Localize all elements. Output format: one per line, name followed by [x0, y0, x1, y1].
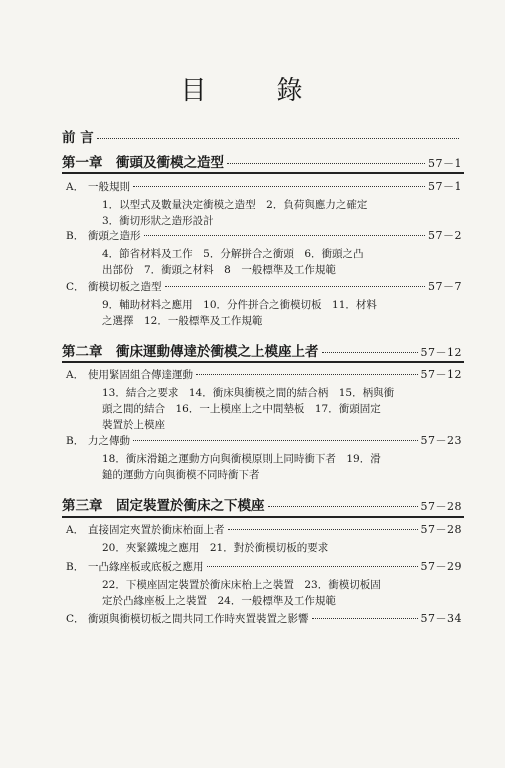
subtopic-line: 18．衝床滑鎚之運動方向與衝模原則上同時衝下者 19．滑: [102, 453, 381, 465]
section-title-wrap: [66, 279, 162, 294]
section-page: 57－23: [420, 434, 462, 447]
chapter-page: 57－28: [420, 500, 462, 513]
chapter-title: 第二章 衝床運動傳達於衝模之上模座上者: [62, 344, 319, 360]
dot-leader: [227, 163, 425, 164]
section-page: 57－28: [420, 523, 462, 536]
dot-leader: [133, 186, 425, 187]
section-title: 直接固定夾置於衝床枱面上者: [88, 524, 225, 536]
section-page: 57－29: [420, 560, 462, 573]
dot-leader: [196, 374, 418, 375]
section-title: 衝頭與衝模切板之間共同工作時夾置裝置之影響: [88, 613, 309, 625]
subtopic-line: 裝置於上模座: [102, 419, 165, 431]
subtopic-line: 20．夾緊鐵塊之應用 21．對於衝模切板的要求: [102, 542, 329, 554]
section-letter: B．: [66, 230, 85, 242]
section-letter: A．: [66, 181, 85, 193]
subtopic-line: 3．衝切形狀之造形設計: [102, 215, 214, 227]
section-letter: A．: [66, 369, 85, 381]
subtopic-line: 13．結合之要求 14．衝床與衝模之間的結合柄 15．柄與衝: [102, 387, 395, 399]
preface-label: 前 言: [62, 130, 94, 146]
chapter-heading: [62, 151, 462, 171]
section-title-wrap: [66, 559, 204, 574]
dot-leader: [144, 235, 426, 236]
dot-leader: [165, 286, 426, 287]
section-letter: C．: [66, 613, 85, 625]
page-title: 目 錄: [180, 76, 325, 106]
chapter-title: 第三章 固定裝置於衝床之下模座: [62, 498, 265, 514]
section-letter: A．: [66, 524, 85, 536]
subtopic-line: 22．下模座固定裝置於衝床床枱上之裝置 23．衝模切板固: [102, 579, 381, 591]
subtopic-line: 之選擇 12．一般標準及工作規範: [102, 315, 263, 327]
section-letter: C．: [66, 281, 85, 293]
section-page: 57－12: [420, 368, 462, 381]
section-title: 一凸緣座板或底板之應用: [88, 561, 204, 573]
section-title: 使用緊固組合傳達運動: [88, 369, 193, 381]
section-title: 衝頭之造形: [88, 230, 141, 242]
dot-leader: [322, 352, 418, 353]
section-title-wrap: [66, 228, 141, 243]
chapter-rule: [62, 172, 464, 174]
section-title-wrap: [66, 179, 130, 194]
section-title-wrap: [66, 367, 193, 382]
dot-leader: [312, 618, 418, 619]
section-page: 57－1: [428, 180, 462, 193]
section-page: 57－2: [428, 229, 462, 242]
subtopic-line: 定於凸緣座板上之裝置 24．一般標準及工作規範: [102, 595, 336, 607]
section-entry: [66, 178, 462, 194]
chapter-title: 第一章 衝頭及衝模之造型: [62, 155, 224, 171]
subtopic-line: 頭之間的結合 16．一上模座上之中間墊板 17．衝頭固定: [102, 403, 381, 415]
section-entry: [66, 558, 462, 574]
section-entry: [66, 366, 462, 382]
section-entry: [66, 278, 462, 294]
section-title-wrap: [66, 611, 309, 626]
preface-entry: [62, 126, 462, 146]
section-entry: [66, 227, 462, 243]
section-page: 57－34: [420, 612, 462, 625]
section-title: 一般規則: [88, 181, 130, 193]
subtopic-line: 4．節省材料及工作 5．分解拼合之衝頭 6．衝頭之凸: [102, 248, 364, 260]
dot-leader: [207, 566, 418, 567]
chapter-page: 57－12: [420, 346, 462, 359]
chapter-heading: [62, 340, 462, 360]
subtopic-line: 鎚的運動方向與衝模不同時衝下者: [102, 469, 260, 481]
section-title: 衝模切板之造型: [88, 281, 162, 293]
section-entry: [66, 521, 462, 537]
section-entry: [66, 432, 462, 448]
subtopic-line: 9．輔助材料之應用 10．分件拼合之衝模切板 11．材料: [102, 299, 377, 311]
subtopic-line: 1．以型式及數量決定衝模之造型 2．負荷與應力之確定: [102, 199, 368, 211]
section-entry: [66, 610, 462, 626]
section-title-wrap: [66, 522, 225, 537]
dot-leader: [228, 529, 418, 530]
chapter-rule: [62, 516, 464, 518]
section-letter: B．: [66, 435, 85, 447]
dot-leader: [97, 138, 459, 139]
section-letter: B．: [66, 561, 85, 573]
section-title: 力之傳動: [88, 435, 130, 447]
chapter-rule: [62, 361, 464, 363]
chapter-page: 57－1: [428, 157, 462, 170]
dot-leader: [268, 506, 418, 507]
section-title-wrap: [66, 433, 130, 448]
dot-leader: [133, 440, 418, 441]
section-page: 57－7: [428, 280, 462, 293]
chapter-heading: [62, 494, 462, 514]
subtopic-line: 出部份 7．衝頭之材料 8 一般標準及工作規範: [102, 264, 336, 276]
